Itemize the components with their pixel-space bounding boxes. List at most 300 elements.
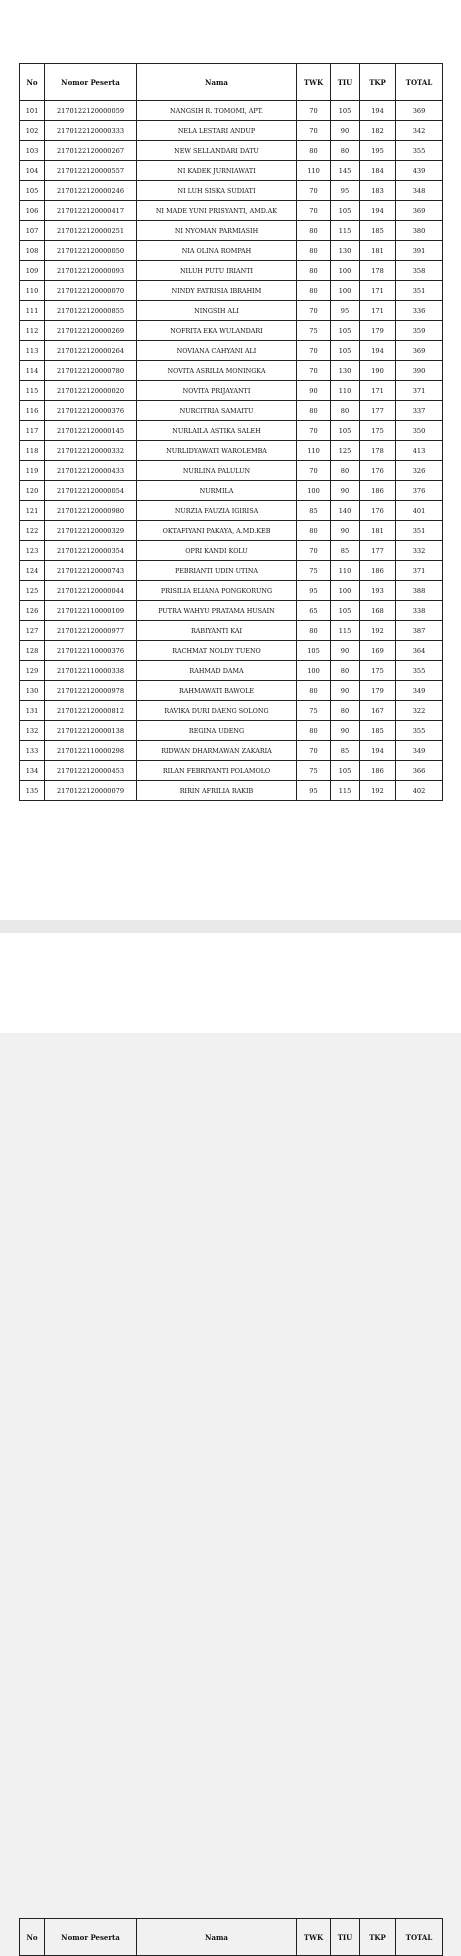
cell-total: 388	[396, 581, 443, 601]
table-header-row	[20, 1919, 443, 1956]
cell-nama: NI KADEK JURNIAWATI	[137, 161, 297, 181]
cell-nama: RAVIKA DURI DAENG SOLONG	[137, 701, 297, 721]
cell-nomor-peserta: 2170122120000044	[45, 581, 137, 601]
cell-tkp: 183	[360, 181, 396, 201]
cell-nomor-peserta: 2170122110000298	[45, 741, 137, 761]
cell-twk: 70	[297, 361, 331, 381]
table-header-row	[20, 64, 443, 101]
table-row	[20, 321, 443, 341]
cell-tkp: 190	[360, 361, 396, 381]
cell-tkp: 194	[360, 101, 396, 121]
results-table	[19, 63, 443, 801]
cell-nama: NURLAILA ASTIKA SALEH	[137, 421, 297, 441]
cell-tiu: 95	[331, 181, 360, 201]
header-nama: Nama	[137, 64, 297, 101]
cell-nama: NURZIA FAUZIA IGIRISA	[137, 501, 297, 521]
cell-total: 355	[396, 721, 443, 741]
cell-total: 322	[396, 701, 443, 721]
cell-twk: 70	[297, 301, 331, 321]
cell-twk: 70	[297, 461, 331, 481]
cell-total: 387	[396, 621, 443, 641]
cell-tiu: 125	[331, 441, 360, 461]
cell-nama: NELA LESTARI ANDUP	[137, 121, 297, 141]
table-row	[20, 121, 443, 141]
table-body	[20, 101, 443, 801]
cell-no: 115	[20, 381, 45, 401]
cell-tiu: 85	[331, 541, 360, 561]
cell-no: 131	[20, 701, 45, 721]
cell-tkp: 192	[360, 781, 396, 801]
cell-twk: 75	[297, 761, 331, 781]
cell-nama: NURMILA	[137, 481, 297, 501]
cell-tkp: 184	[360, 161, 396, 181]
cell-nama: RIDWAN DHARMAWAN ZAKARIA	[137, 741, 297, 761]
table-row	[20, 541, 443, 561]
cell-tkp: 171	[360, 301, 396, 321]
cell-total: 390	[396, 361, 443, 381]
cell-nomor-peserta: 2170122120000433	[45, 461, 137, 481]
cell-no: 104	[20, 161, 45, 181]
cell-tiu: 85	[331, 741, 360, 761]
cell-twk: 80	[297, 681, 331, 701]
cell-total: 349	[396, 681, 443, 701]
cell-nomor-peserta: 2170122120000246	[45, 181, 137, 201]
cell-tkp: 175	[360, 661, 396, 681]
cell-tkp: 178	[360, 441, 396, 461]
cell-tkp: 194	[360, 341, 396, 361]
cell-nomor-peserta: 2170122120000780	[45, 361, 137, 381]
cell-twk: 80	[297, 261, 331, 281]
cell-no: 128	[20, 641, 45, 661]
cell-twk: 80	[297, 221, 331, 241]
cell-nomor-peserta: 2170122120000020	[45, 381, 137, 401]
cell-tkp: 171	[360, 381, 396, 401]
cell-no: 111	[20, 301, 45, 321]
cell-nomor-peserta: 2170122120000354	[45, 541, 137, 561]
cell-nomor-peserta: 2170122120000980	[45, 501, 137, 521]
table-row	[20, 101, 443, 121]
table-row	[20, 501, 443, 521]
cell-twk: 95	[297, 581, 331, 601]
cell-no: 110	[20, 281, 45, 301]
cell-no: 102	[20, 121, 45, 141]
cell-total: 391	[396, 241, 443, 261]
cell-nomor-peserta: 2170122120000050	[45, 241, 137, 261]
cell-tiu: 140	[331, 501, 360, 521]
cell-no: 134	[20, 761, 45, 781]
cell-total: 376	[396, 481, 443, 501]
cell-no: 125	[20, 581, 45, 601]
cell-total: 326	[396, 461, 443, 481]
header-tkp: TKP	[360, 64, 396, 101]
cell-tiu: 105	[331, 201, 360, 221]
cell-tiu: 90	[331, 721, 360, 741]
header-no: No	[20, 1919, 45, 1956]
cell-tkp: 186	[360, 561, 396, 581]
cell-tkp: 177	[360, 401, 396, 421]
table-row	[20, 701, 443, 721]
header-twk: TWK	[297, 1919, 331, 1956]
cell-twk: 75	[297, 701, 331, 721]
cell-tiu: 145	[331, 161, 360, 181]
cell-twk: 95	[297, 781, 331, 801]
cell-nama: NURLINA PALULUN	[137, 461, 297, 481]
cell-no: 132	[20, 721, 45, 741]
table-row	[20, 221, 443, 241]
cell-no: 118	[20, 441, 45, 461]
cell-tiu: 110	[331, 561, 360, 581]
cell-nama: RILAN FEBRIYANTI POLAMOLO	[137, 761, 297, 781]
cell-tiu: 130	[331, 361, 360, 381]
cell-nama: NANGSIH R. TOMOMI, APT.	[137, 101, 297, 121]
cell-twk: 70	[297, 741, 331, 761]
cell-no: 107	[20, 221, 45, 241]
cell-nama: PEBRIANTI UDIN UTINA	[137, 561, 297, 581]
header-tiu: TIU	[331, 1919, 360, 1956]
cell-twk: 75	[297, 321, 331, 341]
cell-no: 121	[20, 501, 45, 521]
cell-nama: OPRI KANDI KOLU	[137, 541, 297, 561]
cell-tkp: 177	[360, 541, 396, 561]
cell-tiu: 100	[331, 581, 360, 601]
cell-nama: NOFRITA EKA WULANDARI	[137, 321, 297, 341]
cell-nomor-peserta: 2170122120000453	[45, 761, 137, 781]
cell-nomor-peserta: 2170122120000329	[45, 521, 137, 541]
cell-total: 402	[396, 781, 443, 801]
cell-no: 126	[20, 601, 45, 621]
document-page-1	[0, 0, 461, 920]
table-row	[20, 621, 443, 641]
cell-nama: NOVITA PRIJAYANTI	[137, 381, 297, 401]
cell-no: 112	[20, 321, 45, 341]
cell-no: 124	[20, 561, 45, 581]
cell-nomor-peserta: 2170122120000054	[45, 481, 137, 501]
cell-total: 364	[396, 641, 443, 661]
cell-twk: 80	[297, 141, 331, 161]
cell-no: 114	[20, 361, 45, 381]
cell-tkp: 194	[360, 741, 396, 761]
cell-nomor-peserta: 2170122120000079	[45, 781, 137, 801]
cell-twk: 70	[297, 121, 331, 141]
cell-tiu: 80	[331, 141, 360, 161]
table-row	[20, 241, 443, 261]
cell-tkp: 192	[360, 621, 396, 641]
table-row	[20, 201, 443, 221]
cell-total: 355	[396, 141, 443, 161]
cell-total: 349	[396, 741, 443, 761]
table-row	[20, 361, 443, 381]
cell-no: 120	[20, 481, 45, 501]
cell-nomor-peserta: 2170122120000743	[45, 561, 137, 581]
cell-nama: NI NYOMAN PARMIASIH	[137, 221, 297, 241]
cell-nama: REGINA UDENG	[137, 721, 297, 741]
table-row	[20, 741, 443, 761]
cell-tkp: 182	[360, 121, 396, 141]
cell-nomor-peserta: 2170122120000251	[45, 221, 137, 241]
cell-total: 358	[396, 261, 443, 281]
cell-no: 119	[20, 461, 45, 481]
cell-no: 130	[20, 681, 45, 701]
cell-nomor-peserta: 2170122120000145	[45, 421, 137, 441]
cell-twk: 70	[297, 421, 331, 441]
table-row	[20, 401, 443, 421]
cell-nama: NOVIANA CAHYANI ALI	[137, 341, 297, 361]
cell-twk: 110	[297, 161, 331, 181]
cell-no: 113	[20, 341, 45, 361]
document-page-2	[0, 933, 461, 1942]
cell-nomor-peserta: 2170122120000267	[45, 141, 137, 161]
table-row	[20, 161, 443, 181]
table-row	[20, 781, 443, 801]
header-nama: Nama	[137, 1919, 297, 1956]
table-row	[20, 301, 443, 321]
cell-nama: RABIYANTI KAI	[137, 621, 297, 641]
cell-tiu: 105	[331, 421, 360, 441]
header-total: TOTAL	[396, 1919, 443, 1956]
header-twk: TWK	[297, 64, 331, 101]
cell-no: 103	[20, 141, 45, 161]
cell-no: 127	[20, 621, 45, 641]
cell-tkp: 193	[360, 581, 396, 601]
cell-total: 350	[396, 421, 443, 441]
table-row	[20, 481, 443, 501]
cell-tkp: 185	[360, 221, 396, 241]
cell-twk: 70	[297, 101, 331, 121]
cell-no: 106	[20, 201, 45, 221]
cell-tkp: 195	[360, 141, 396, 161]
cell-tiu: 95	[331, 301, 360, 321]
cell-total: 332	[396, 541, 443, 561]
cell-tiu: 110	[331, 381, 360, 401]
cell-nama: NURCITRIA SAMAITU	[137, 401, 297, 421]
cell-tiu: 115	[331, 221, 360, 241]
cell-total: 355	[396, 661, 443, 681]
cell-nama: PUTRA WAHYU PRATAMA HUSAIN	[137, 601, 297, 621]
cell-total: 371	[396, 381, 443, 401]
cell-nama: NILUH PUTU IRIANTI	[137, 261, 297, 281]
cell-twk: 110	[297, 441, 331, 461]
cell-nomor-peserta: 2170122120000812	[45, 701, 137, 721]
cell-nomor-peserta: 2170122120000855	[45, 301, 137, 321]
cell-tkp: 194	[360, 201, 396, 221]
cell-tkp: 181	[360, 241, 396, 261]
cell-tiu: 90	[331, 521, 360, 541]
cell-nomor-peserta: 2170122120000978	[45, 681, 137, 701]
cell-twk: 80	[297, 521, 331, 541]
cell-no: 123	[20, 541, 45, 561]
cell-tiu: 90	[331, 641, 360, 661]
table-row	[20, 641, 443, 661]
cell-total: 366	[396, 761, 443, 781]
cell-tkp: 186	[360, 481, 396, 501]
cell-total: 337	[396, 401, 443, 421]
cell-nama: RACHMAT NOLDY TUENO	[137, 641, 297, 661]
cell-tiu: 90	[331, 681, 360, 701]
table-row	[20, 761, 443, 781]
cell-nama: NURLIDYAWATI WAROLEMBA	[137, 441, 297, 461]
table-row	[20, 561, 443, 581]
table-row	[20, 581, 443, 601]
cell-nomor-peserta: 2170122120000264	[45, 341, 137, 361]
cell-nama: NI MADE YUNI PRISYANTI, AMD.AK	[137, 201, 297, 221]
cell-total: 359	[396, 321, 443, 341]
cell-tkp: 185	[360, 721, 396, 741]
table-row	[20, 141, 443, 161]
cell-nomor-peserta: 2170122110000338	[45, 661, 137, 681]
cell-tiu: 80	[331, 661, 360, 681]
cell-no: 117	[20, 421, 45, 441]
cell-nama: NINDY FATRISIA IBRAHIM	[137, 281, 297, 301]
cell-nomor-peserta: 2170122110000109	[45, 601, 137, 621]
cell-nomor-peserta: 2170122120000557	[45, 161, 137, 181]
cell-nomor-peserta: 2170122120000138	[45, 721, 137, 741]
cell-twk: 100	[297, 661, 331, 681]
cell-nomor-peserta: 2170122110000376	[45, 641, 137, 661]
cell-total: 369	[396, 341, 443, 361]
cell-twk: 70	[297, 201, 331, 221]
table-row	[20, 421, 443, 441]
cell-nomor-peserta: 2170122120000059	[45, 101, 137, 121]
cell-no: 133	[20, 741, 45, 761]
cell-total: 369	[396, 101, 443, 121]
table-row	[20, 341, 443, 361]
cell-no: 129	[20, 661, 45, 681]
cell-no: 116	[20, 401, 45, 421]
cell-tkp: 186	[360, 761, 396, 781]
cell-tkp: 176	[360, 501, 396, 521]
cell-tkp: 171	[360, 281, 396, 301]
cell-tkp: 178	[360, 261, 396, 281]
header-total: TOTAL	[396, 64, 443, 101]
cell-no: 135	[20, 781, 45, 801]
header-tiu: TIU	[331, 64, 360, 101]
cell-twk: 70	[297, 541, 331, 561]
cell-twk: 100	[297, 481, 331, 501]
cell-total: 336	[396, 301, 443, 321]
cell-nama: RIRIN AFRILIA RAKIB	[137, 781, 297, 801]
cell-total: 380	[396, 221, 443, 241]
cell-total: 371	[396, 561, 443, 581]
cell-tkp: 179	[360, 321, 396, 341]
cell-nomor-peserta: 2170122120000376	[45, 401, 137, 421]
table-row	[20, 441, 443, 461]
header-tkp: TKP	[360, 1919, 396, 1956]
cell-tkp: 176	[360, 461, 396, 481]
table-row	[20, 461, 443, 481]
cell-tiu: 115	[331, 621, 360, 641]
cell-tiu: 105	[331, 601, 360, 621]
cell-tiu: 80	[331, 701, 360, 721]
page-separator	[0, 920, 461, 933]
cell-no: 109	[20, 261, 45, 281]
cell-tkp: 181	[360, 521, 396, 541]
table-row	[20, 661, 443, 681]
cell-twk: 80	[297, 241, 331, 261]
cell-nama: NIA OLINA ROMPAH	[137, 241, 297, 261]
table-row	[20, 601, 443, 621]
results-table-continued	[19, 1918, 443, 1956]
table-row	[20, 181, 443, 201]
cell-nama: NOVITA ASRILIA MONINGKA	[137, 361, 297, 381]
cell-nama: OKTAFIYANI PAKAYA, A.MD.KEB	[137, 521, 297, 541]
cell-tkp: 179	[360, 681, 396, 701]
cell-tiu: 105	[331, 321, 360, 341]
cell-twk: 105	[297, 641, 331, 661]
cell-nama: RAHMAD DAMA	[137, 661, 297, 681]
cell-total: 351	[396, 521, 443, 541]
cell-twk: 65	[297, 601, 331, 621]
cell-twk: 80	[297, 621, 331, 641]
cell-nomor-peserta: 2170122120000093	[45, 261, 137, 281]
cell-tkp: 175	[360, 421, 396, 441]
header-no: No	[20, 64, 45, 101]
table-row	[20, 521, 443, 541]
cell-tiu: 90	[331, 121, 360, 141]
cell-twk: 70	[297, 341, 331, 361]
cell-no: 122	[20, 521, 45, 541]
table-row	[20, 261, 443, 281]
cell-no: 101	[20, 101, 45, 121]
cell-twk: 80	[297, 721, 331, 741]
cell-twk: 90	[297, 381, 331, 401]
cell-tiu: 90	[331, 481, 360, 501]
cell-no: 105	[20, 181, 45, 201]
cell-total: 369	[396, 201, 443, 221]
cell-nomor-peserta: 2170122120000070	[45, 281, 137, 301]
cell-total: 348	[396, 181, 443, 201]
cell-tiu: 105	[331, 341, 360, 361]
cell-nama: PRISILIA ELIANA PONGKORUNG	[137, 581, 297, 601]
cell-tiu: 130	[331, 241, 360, 261]
cell-nomor-peserta: 2170122120000333	[45, 121, 137, 141]
cell-tkp: 167	[360, 701, 396, 721]
cell-nomor-peserta: 2170122120000417	[45, 201, 137, 221]
cell-tiu: 80	[331, 461, 360, 481]
cell-tiu: 100	[331, 281, 360, 301]
cell-tiu: 105	[331, 761, 360, 781]
cell-total: 413	[396, 441, 443, 461]
cell-twk: 80	[297, 401, 331, 421]
cell-twk: 85	[297, 501, 331, 521]
header-nomor-peserta: Nomor Peserta	[45, 64, 137, 101]
cell-nama: NI LUH SISKA SUDIATI	[137, 181, 297, 201]
table-row	[20, 681, 443, 701]
cell-total: 338	[396, 601, 443, 621]
cell-nomor-peserta: 2170122120000269	[45, 321, 137, 341]
cell-nama: NEW SELLANDARI DATU	[137, 141, 297, 161]
cell-tiu: 115	[331, 781, 360, 801]
header-nomor-peserta: Nomor Peserta	[45, 1919, 137, 1956]
cell-nama: NINGSIH ALI	[137, 301, 297, 321]
table-row	[20, 281, 443, 301]
cell-twk: 70	[297, 181, 331, 201]
cell-total: 351	[396, 281, 443, 301]
cell-nama: RAHMAWATI BAWOLE	[137, 681, 297, 701]
cell-total: 342	[396, 121, 443, 141]
cell-twk: 80	[297, 281, 331, 301]
cell-total: 439	[396, 161, 443, 181]
cell-total: 401	[396, 501, 443, 521]
cell-tiu: 105	[331, 101, 360, 121]
cell-tkp: 169	[360, 641, 396, 661]
cell-twk: 75	[297, 561, 331, 581]
cell-no: 108	[20, 241, 45, 261]
cell-tkp: 168	[360, 601, 396, 621]
cell-tiu: 100	[331, 261, 360, 281]
table-row	[20, 721, 443, 741]
cell-nomor-peserta: 2170122120000332	[45, 441, 137, 461]
cell-tiu: 80	[331, 401, 360, 421]
